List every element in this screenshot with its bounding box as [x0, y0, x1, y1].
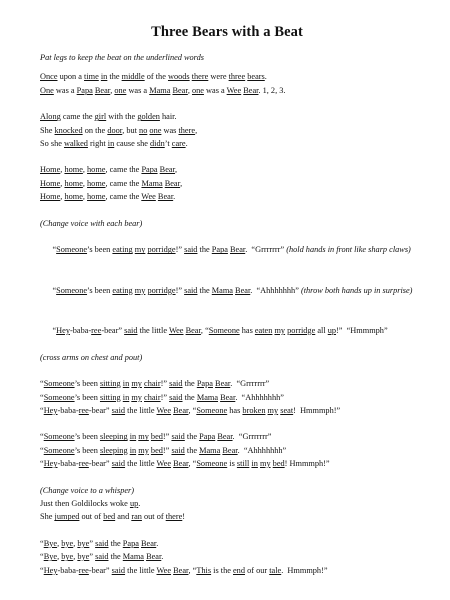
stanza-chair [40, 377, 414, 417]
stanza-bed [40, 430, 414, 470]
story-line: “Someone’s been sitting in my chair!” said the Mama Bear. “Ahhhhhhh” [40, 392, 284, 402]
action-note: (throw both hands up in surprise) [298, 285, 413, 295]
instruction-text: Pat legs to keep the beat on the underlined words [40, 53, 204, 62]
story-line: “Someone’s been sleeping in my bed!” said the Mama Bear. “Ahhhhhhh” [40, 445, 287, 455]
dialogue-text: “Someone’s been eating my porridge!” said the Mama Bear. “Ahhhhhhh” [52, 285, 299, 295]
stanza-opening [40, 70, 414, 97]
stanza-wake [40, 497, 414, 524]
story-line: “Bye, bye, bye” said the Mama Bear. [40, 552, 164, 562]
story-line [40, 230, 414, 270]
story-line: So she walked right in cause she didn’t care. [40, 139, 188, 149]
story-line: “Hey-baba-ree-bear” said the little Wee Bear, “Someone has broken my seat! Hmmmph!” [40, 405, 341, 415]
stage-direction: (Change voice to a whisper) [40, 485, 135, 495]
stanza-porridge [40, 230, 414, 364]
action-note: (hold hands in front like sharp claws) [284, 245, 411, 255]
dialogue-text: “Someone’s been eating my porridge!” said the Papa Bear. “Grrrrrrr” [52, 245, 285, 255]
dialogue-text: “Hey-baba-ree-bear” said the little Wee Bear, “Someone has eaten my porridge all up!” “Hmmmph” [52, 325, 388, 335]
story-line: Home, home, home, came the Wee Bear. [40, 192, 176, 202]
stanza-home [40, 163, 414, 203]
action-note: (cross arms on chest and pout) [40, 352, 143, 362]
story-line: She knocked on the door, but no one was there, [40, 125, 198, 135]
stanza-goldilocks [40, 110, 414, 150]
story-line: She jumped out of bed and ran out of there! [40, 512, 186, 522]
stanza-goodbye [40, 537, 414, 577]
story-line: “Someone’s been sleeping in my bed!” said the Papa Bear. “Grrrrrrr” [40, 432, 272, 442]
story-line: “Bye, bye, bye” said the Papa Bear. [40, 538, 159, 548]
story-line [40, 311, 414, 351]
story-line: “Hey-baba-ree-bear” said the little Wee Bear, “Someone is still in my bed! Hmmmph!” [40, 459, 330, 469]
story-line: One was a Papa Bear, one was a Mama Bear, one was a Wee Bear. 1, 2, 3. [40, 85, 286, 95]
story-line: “Someone’s been sitting in my chair!” said the Papa Bear. “Grrrrrrr” [40, 379, 270, 389]
stage-direction: (Change voice with each bear) [40, 218, 143, 228]
story-line: “Hey-baba-ree-bear” said the little Wee Bear, “This is the end of our tale. Hmmmph!” [40, 565, 328, 575]
story-line: Just then Goldilocks woke up. [40, 498, 141, 508]
story-line [40, 270, 414, 310]
story-line: Home, home, home, came the Papa Bear, [40, 165, 178, 175]
story-line: Home, home, home, came the Mama Bear, [40, 178, 183, 188]
page-title: Three Bears with a Beat [151, 24, 303, 40]
story-line: Once upon a time in the middle of the woods there were three bears. [40, 72, 267, 82]
story-line: Along came the girl with the golden hair. [40, 112, 177, 122]
